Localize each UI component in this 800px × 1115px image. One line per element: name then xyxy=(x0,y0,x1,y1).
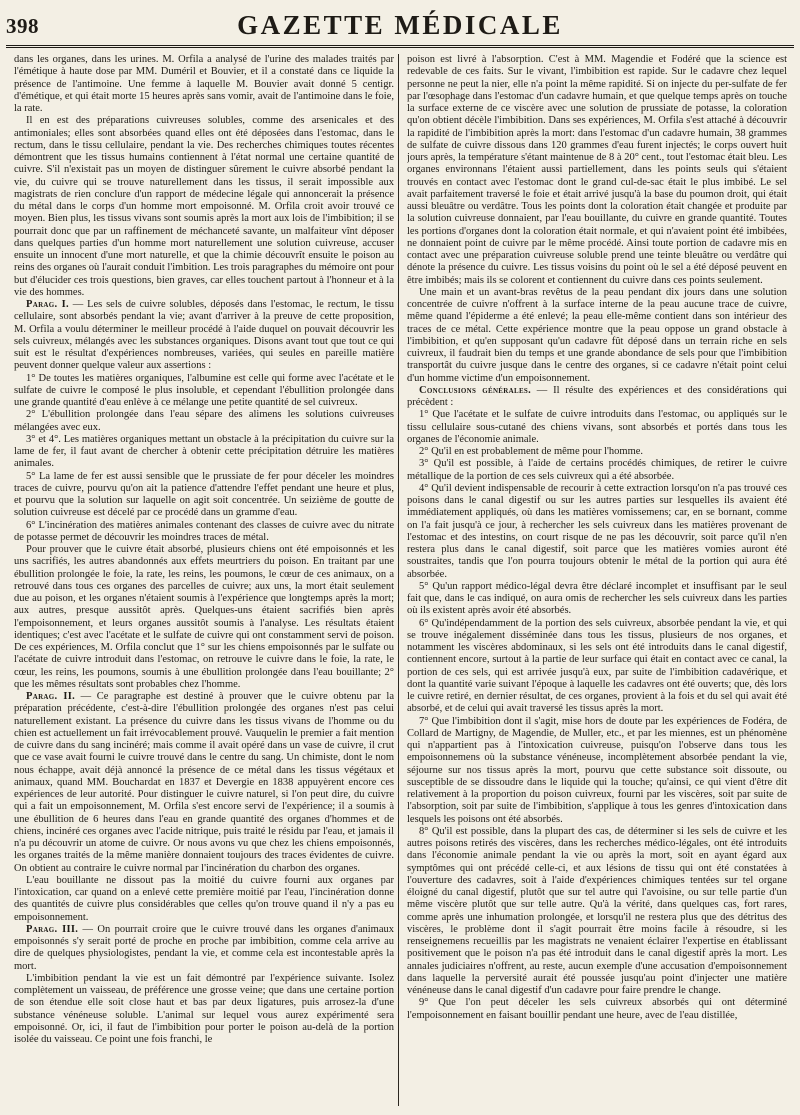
paragraph-text: 7° Que l'imbibition dont il s'agit, mise hors de doute par les expériences de Fodéra, de Collard de Martigny, de Magendie, de Muller, etc., et par les miennes, est un phénomène qui n'appartient pas à l'intoxication cuivreuse, puisqu'on l'observe dans tous les empoisonnemens où la substance vénéneuse, incomplètement absorbée pendant la vie, séjourne sur nos tissus après la mort, pourvu que cette substance soit dissoute, ou susceptible de se dissoudre dans le liquide qui la touche; qu'ainsi, ce qui vient d'être dit relativement à la proportion du poison cuivreux, fourni par les viscères, soit par suite de l'absorption, soit par suite de l'imbibition, s'applique à tous les genres d'intoxication dans lesquels les poisons ont été absorbés. xyxy=(407,715,787,825)
paragraph-lead: Parag. III. xyxy=(26,923,79,935)
paragraph-text: — Ce paragraphe est destiné à prouver que le cuivre obtenu par la préparation précédente, c'est-à-dire l'ébullition prolongée des organes n'est pas celui naturellement existant. La présence du cuivre dans les tissus vivans de l'homme ou du chien est actuellement un fait irrévocablement prouvé. Vauquelin le premier a fait mention de cuivre dans du sang incinéré; mais comme il avait opéré dans un vase de cuivre, il crut que ce vase avait fourni le cuivre trouvé dans le centre du sang. Un chimiste, dont le nom nous échappe, avait déjà annoncé la présence de ce métal dans les tissus végétaux et animaux, quand MM. Bouchardat en 1837 et Devergie en 1838 appuyèrent encore ces expériences de leur autorité. Pour distinguer le cuivre naturel, si l'on peut dire, du cuivre qui a fait un empoisonnement, M. Orfila s'est encore servi de l'expérience; il a soumis à une ébullition de 6 heures dans l'eau en grande quantité des organes d'hommes et de chiens, incinéré ces organes avec l'acide nitrique, puis traité le résidu par l'eau, et jamais il n'a pu découvrir un atome de cuivre. Or nous avons vu que chez les chiens empoisonnés, les organes traités de la même manière donnaient toujours des traces évidentes de cuivre. On obtient au contraire le cuivre normal par l'incinération du charbon des organes. xyxy=(14,691,394,874)
paragraph-text: 2° L'ébullition prolongée dans l'eau sépare des alimens les solutions cuivreuses mélangées avec eux. xyxy=(14,409,394,433)
column-divider xyxy=(398,54,399,1106)
paragraph-text: L'eau bouillante ne dissout pas la moitié du cuivre fourni aux organes par l'intoxication, car quand on a enlevé cette première moitié par l'eau, l'incinération donne des quantités de cuivre plus considérables que celles qu'on trouve quand il n'y a pas eu empoisonnement. xyxy=(14,874,394,923)
paragraph-text: 6° Qu'indépendamment de la portion des sels cuivreux, absorbée pendant la vie, et qui se trouve inégalement disséminée dans tous les tissus, plusieurs de nos organes, et notamment les viscères abdominaux, si les sels ont été introduits dans le canal digestif, contiennent encore, surtout à la partie de leur surface qui était en contact avec ce canal, la portion de ces sels, qui est arrivée jusqu'à eux, par suite de l'imbibition cadavérique, et dont la quantité varie suivant l'époque à laquelle les cadavres ont été ouverts; que, dès lors le cuivre retiré, en dernier résultat, de ces organes, provient à la fois et du sel qui avait été absorbé, et de celui qui avait traversé les tissus après la mort. xyxy=(407,617,787,715)
paragraph xyxy=(407,826,787,998)
paragraph-text: 1° De toutes les matières organiques, l'albumine est celle qui forme avec l'acétate et le sulfate de cuivre le composé le plus insoluble, et cependant l'ébullition prolongée dans une grande quantité d'eau enlève à ce mélange une petite quantité de sel cuivreux. xyxy=(14,372,394,408)
paragraph xyxy=(407,581,787,618)
paragraph xyxy=(14,924,394,973)
paragraph xyxy=(407,446,787,458)
paragraph-text: 8° Qu'il est possible, dans la plupart des cas, de déterminer si les sels de cuivre et les autres poisons retirés des viscères, dans les recherches médico-légales, ont été introduits dans l'économie animale pendant la vie ou après la mort, soit en ayant égard aux symptômes qui ont précédé celle-ci, et aux lésions de tissu qui ont été constatées à l'ouverture des cadavres, soit à l'aide d'expériences chimiques tentées sur tel organe éloigné du canal digestif, plutôt que sur tel autre qui l'avoisine, ou sur telle partie d'un même viscère plutôt que sur telle autre. Qu'à la vérité, dans quelques cas, fort rares, comme après une inhumation prolongée, et lorsqu'il ne restera plus que des détritus des viscères, le problème dont il s'agit pourrait être moins facile à résoudre, si les renseignemens recueillis par les magistrats ne venaient éclairer l'expertise en établissant positivement que le poison n'a pas été introduit dans le canal digestif après la mort. Les annales judiciaires n'offrent, au reste, aucun exemple d'une accusation d'empoisonnement dans laquelle la perversité aurait été poussée jusqu'au point d'injecter une matière vénéneuse dans le canal digestif d'un cadavre pour faire prendre le change. xyxy=(407,825,787,996)
paragraph xyxy=(407,997,787,1022)
paragraph-lead: Conclusions générales. xyxy=(419,384,532,396)
paragraph xyxy=(407,716,787,826)
paragraph-text: 1° Que l'acétate et le sulfate de cuivre introduits dans l'estomac, ou appliqués sur le tissu cellulaire sous-cutané des chiens vivans, sont absorbés et portés dans tous les organes de l'économie animale. xyxy=(407,409,787,445)
paragraph xyxy=(14,373,394,410)
paragraph-text: — Les sels de cuivre solubles, déposés dans l'estomac, le rectum, le tissu cellulaire, sont absorbés pendant la vie; avant d'arriver à la preuve de cette proposition, M. Orfila a voulu déterminer le meilleur procédé à l'aide duquel on pouvait découvrir les sels cuivreux, mélangés avec les substances organiques. Disons avant tout que tout ce qui suit est le résultat d'expériences nombreuses, variées, qui seules en pareille matière peuvent donner quelque valeur aux assertions : xyxy=(14,299,394,372)
paragraph xyxy=(14,434,394,471)
page-number: 398 xyxy=(6,14,39,38)
paragraph xyxy=(407,287,787,385)
paragraph xyxy=(14,875,394,924)
paragraph-text: dans les organes, dans les urines. M. Orfila a analysé de l'urine des malades traités par l'émétique à haute dose par MM. Duméril et Bouvier, et il a constaté dans ce liquide la présence de l'antimoine. Une femme à laquelle M. Bouvier avait donné 5 centigr. d'émétique, et qui était morte 15 heures après sans vomir, avait de l'antimoine dans le foie, la rate. xyxy=(14,54,394,114)
paragraph xyxy=(407,54,787,287)
paragraph-text: 9° Que l'on peut déceler les sels cuivreux absorbés qui ont déterminé l'empoisonnement en faisant bouillir pendant une heure, avec de l'eau distillée, xyxy=(407,997,787,1021)
left-column xyxy=(14,54,394,1109)
right-column xyxy=(407,54,787,1109)
page-header xyxy=(0,8,800,48)
paragraph-text: Pour prouver que le cuivre était absorbé, plusieurs chiens ont été empoisonnés et les uns sacrifiés, les autres abandonnés aux effets meurtriers du poison. En traitant par une ébullition prolongée le foie, la rate, les reins, les poumons, le cœur de ces animaux, on a retrouvé dans tous ces organes des parcelles de cuivre; aux uns, la mort était seulement due au poison, et les organes n'étaient soumis à l'expérience que longtemps après la mort; aux autres, presque aussitôt après. Quelques-uns étaient sacrifiés bien après l'empoisonnement, et leurs organes aussitôt soumis à l'analyse. Les résultats étaient identiques; c'est avec l'acétate et le sulfate de cuivre qui ont constamment servi de poison. De ces expériences, M. Orfila conclut que 1° sur les chiens empoisonnés par le sulfate ou l'acétate de cuivre introduit dans l'estomac, on retrouve le cuivre dans le foie, la rate, le cœur, les reins, les poumons, soumis à une ébullition prolongée dans l'eau bouillante; 2° que les mêmes résultats sont probables chez l'homme. xyxy=(14,544,394,690)
paragraph-text: 2° Qu'il en est probablement de même pour l'homme. xyxy=(419,446,644,457)
paragraph xyxy=(14,520,394,545)
paragraph-text: 4° Qu'il devient indispensable de recourir à cette extraction lorsqu'on n'a pas trouvé ces poisons dans le canal digestif ou sur les autres parties sur lesquelles ils avaient été immédiatement appliqués, où dans les matières vomissemens; car, en se bornant, comme on l'a fait jusqu'à ce jour, à rechercher les sels cuivreux dans les matières provenant de l'estomac et des intestins, on court risque de ne pas les découvrir, soit parce qu'il n'en restera plus dans le canal digestif, soit parce que les matières vomies auront été soustraites, tandis que l'on pourra toujours obtenir le métal de la portion qui aura été absorbée. xyxy=(407,482,787,580)
paragraph xyxy=(407,618,787,716)
paragraph xyxy=(14,544,394,691)
paragraph xyxy=(14,691,394,875)
paragraph-text: 3° Qu'il est possible, à l'aide de certains procédés chimiques, de retirer le cuivre métallique de la portion de ces sels cuivreux qui a été absorbée. xyxy=(407,458,787,482)
paragraph xyxy=(14,471,394,520)
paragraph-lead: Parag. I. xyxy=(26,299,69,310)
paragraph xyxy=(407,385,787,410)
header-rule xyxy=(6,45,794,48)
paragraph-text: poison est livré à l'absorption. C'est à MM. Magendie et Fodéré que la science est redevable de ces faits. Sur le vivant, l'imbibition est rapide. Sur le cadavre chez lequel personne ne peut la nier, elle n'a point la même rapidité. Si on injecte du per-sulfate de fer par l'œsophage dans l'estomac d'un cadavre humain, et que quelque temps après on touche la surface externe de ce viscère avec une solution de prussiate de potasse, la coloration qu'on obtient décèle l'imbibition. Dans ses expériences, M. Orfila s'est attaché à découvrir la rapidité de l'imbibition après la mort: dans l'estomac d'un cadavre humain, 38 grammes de sulfate de cuivre dissous dans 120 grammes d'eau furent injectés; le corps ouvert huit jours après, la température s'étant maintenue de 8 à 20° cent., tout l'estomac était bleu. Les organes environnans l'étaient aussi partiellement, dans les points seuls qui s'étaient trouvés en contact avec l'estomac dont le grand cul-de-sac était le plus imbibé. Le sel avait parfaitement traversé le foie et était arrivé jusqu'à la base du poumon droit, qui était aussi bleuâtre ou verdâtre. Tous les points dont la coloration était changée et produite par la solution cuivreuse donnaient, par l'eau bouillante, du cuivre en grande quantité. Toutes les portions d'organes dont la coloration était normale, et qui n'avaient point été imbibées, ne donnaient point de cuivre par le même procédé. Ainsi toute portion de cadavre mis en contact avec une préparation cuivreuse soluble prend une teinte bleuâtre ou verdâtre qui dénote la présence du cuivre. Les tissus voisins du point où le sel a été déposé peuvent en être imbibés; mais ils se colorent et contiennent du cuivre dans ces points seulement. xyxy=(407,54,787,286)
paragraph-lead: Parag. II. xyxy=(26,691,76,702)
paragraph xyxy=(407,458,787,483)
paragraph xyxy=(14,299,394,373)
paragraph xyxy=(14,409,394,434)
paragraph xyxy=(407,409,787,446)
paragraph-text: Il en est des préparations cuivreuses solubles, comme des arsenicales et des antimoniales; elles sont absorbées quand elles ont été déposées dans l'estomac, dans le rectum, dans le tissu cellulaire, pendant la vie. Des recherches chimiques toutes récentes démontrent que les tissus humains contiennent à l'état normal une certaine quantité de cuivre. S'il n'existait pas un moyen de distinguer sûrement le cuivre absorbé pendant la vie, du cuivre qui se trouve naturellement dans les tissus, il serait impossible aux magistrats de rien conclure d'un rapport de médecine légale qui annoncerait la présence du métal dans le corps d'un homme mort empoisonné. M. Orfila croit avoir trouvé ce moyen. Bien plus, les tissus vivans sont soumis après la mort aux lois de l'imbibition; il se pourrait donc que par un raffinement de méchanceté savante, un malfaiteur vînt déposer dans quelques parties d'un homme mort naturellement une solution cuivreuse, accuser ensuite un innocent d'une mort naturelle, et que la chimie découvrît ensuite le poison au reins des organes où l'aurait conduit l'imbition. Les trois paragraphes du mémoire ont pour but d'élucider ces trois questions, bien graves, car elles touchent partout à l'honneur et à la vie des hommes. xyxy=(14,115,394,298)
paragraph xyxy=(407,483,787,581)
paragraph-text: 5° Qu'un rapport médico-légal devra être déclaré incomplet et insuffisant par le seul fait que, dans le cas indiqué, on aura omis de rechercher les sels cuivreux dans les parties où ils existent après avoir été absorbés. xyxy=(407,580,787,617)
paragraph-text: L'imbibition pendant la vie est un fait démontré par l'expérience suivante. Isolez complètement un vaisseau, de préférence une grosse veine; que dans une certaine portion de son étendue elle soit close haut et bas par deux ligatures, puis arrosez-la d'une substance vénéneuse soluble. L'animal sur lequel vous aurez expérimenté sera empoisonné. Or, ici, il faut de l'imbibition pour porter le poison au-delà de la portion isolée du vaisseau. Ce point une fois franchi, le xyxy=(14,972,394,1045)
paragraph-text: — On pourrait croire que le cuivre trouvé dans les organes d'animaux empoisonnés s'y serait porté de proche en proche par imbibition, comme cela arrive au dire de quelques physiologistes, pendant la vie, et comme cela est incontestable après la mort. xyxy=(14,923,394,972)
paragraph-text: Une main et un avant-bras revêtus de la peau pendant dix jours dans une solution concentrée de cuivre n'offrent à la surface interne de la peau aucune trace de cuivre, même quand l'épiderme a été enlevé; la peau elle-même contient dans son intérieur des traces de ce métal. Cette expérience montre que la peau oppose un grand obstacle à l'imbibition, et qu'en supposant qu'un cadavre fût déposé dans un terrain riche en sels cuivreux, il faudrait bien du temps et une grande abondance de sels pour que l'imbibition transportât du cuivre jusque dans le centre des organes, si ce cadavre n'était point celui d'un homme victime d'un empoisonnement. xyxy=(407,286,787,384)
paragraph xyxy=(14,115,394,299)
paragraph xyxy=(14,973,394,1047)
paragraph-text: — Il résulte des expériences et des considérations qui précèdent : xyxy=(407,384,787,408)
paragraph-text: 5° La lame de fer est aussi sensible que le prussiate de fer pour déceler les moindres traces de cuivre, pourvu qu'on ait la patience d'attendre l'effet pendant une heure et plus, et pourvu que la solution sur laquelle on agit soit concentrée. Un seizième de goutte de solution cuivreuse est décelé par ce procédé dans un gramme d'eau. xyxy=(14,470,394,519)
journal-title: GAZETTE MÉDICALE xyxy=(237,10,563,40)
paragraph-text: 3° et 4°. Les matières organiques mettant un obstacle à la précipitation du cuivre sur la lame de fer, il faut avant de chercher à obtenir cette précipitation détruire les matières animales. xyxy=(14,433,394,470)
paragraph-text: 6° L'incinération des matières animales contenant des classes de cuivre avec du nitrate de potasse permet de découvrir les moindres traces de métal. xyxy=(14,519,394,543)
paragraph xyxy=(14,54,394,115)
